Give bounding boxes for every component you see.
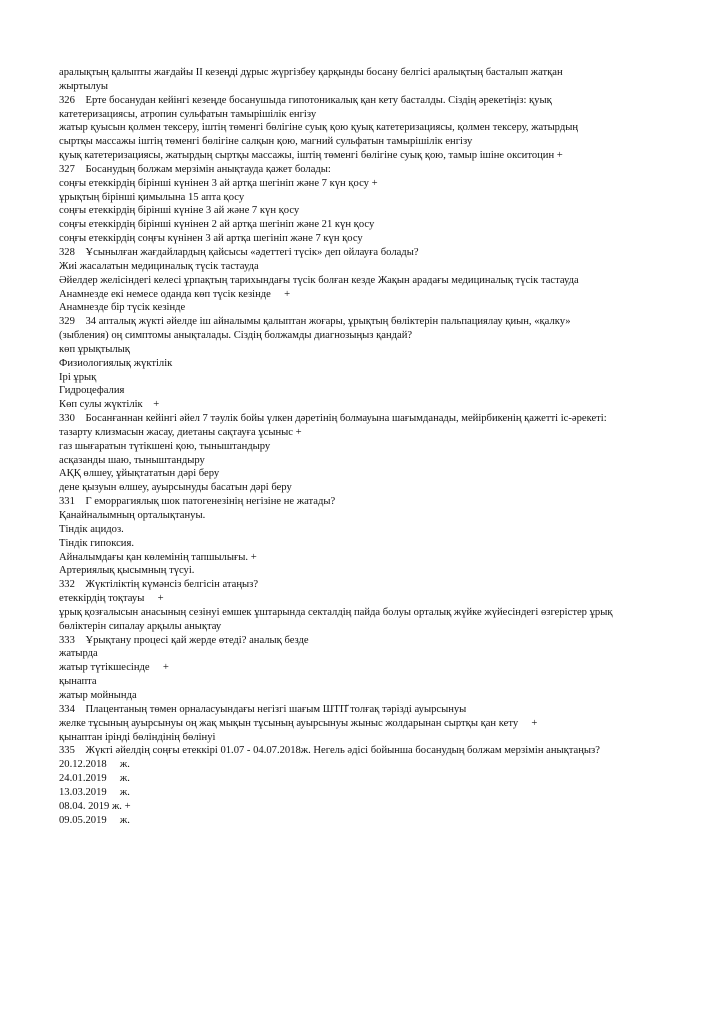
answer-option: қуық катетеризациясы, жатырдың сыртқы массажы, іштің төменгі бөлігіне суық қою, тамыр ішіне окситоцин + xyxy=(59,150,563,162)
answer-option: жатыр түтікшесінде + xyxy=(59,662,169,674)
answer-option: Қанайналымның орталықтануы. xyxy=(59,510,206,521)
answer-option: дене қызуын өлшеу, ауырсынуды басатын дәрі беру xyxy=(59,482,292,494)
question-332: 332 Жүктіліктің күмәнсіз белгісін атаңыз? xyxy=(59,579,259,591)
answer-option: тазарту клизмасын жасау, диетаны сақтауға ұсыныс + xyxy=(59,426,302,438)
answer-option: соңғы етеккірдің бірінші күнінен 2 ай артқа шегініп және 21 күн қосу xyxy=(59,219,375,231)
question-331: 331 Г еморрагиялық шок патогенезінің негізіне не жатады? xyxy=(59,496,336,508)
text-line: жыртылуы xyxy=(59,80,109,92)
answer-option: Анамнезде екі немесе оданда көп түсік кезінде + xyxy=(59,288,291,300)
answer-option: Айналымдағы қан көлемінің тапшылығы. + xyxy=(59,551,257,563)
answer-option: газ шығаратын түтікшені қою, тыныштандыру xyxy=(59,440,271,452)
answer-option: 24.01.2019 ж. xyxy=(59,773,130,785)
question-327: 327 Босанудың болжам мерзімін анықтауда қажет болады: xyxy=(59,163,331,175)
answer-option: ұрықтың бірінші қимылына 15 апта қосу xyxy=(59,191,245,203)
answer-option: жатыр қуысын қолмен тексеру, іштің төменгі бөлігіне суық қою қуық катетеризациясы, қолмен тексеру, жатырдың xyxy=(59,122,579,134)
question-326: 326 Ерте босанудан кейінгі кезеңде босанушыда гипотоникалық қан кету басталды. Сіздің әрекетіңіз: қуық xyxy=(59,94,552,106)
answer-option: 13.03.2019 ж. xyxy=(59,786,130,798)
answer-option: 08.04. 2019 ж. + xyxy=(59,800,131,812)
answer-option: Анамнезде бір түсік кезінде xyxy=(59,302,186,314)
question-328: 328 Ұсынылған жағдайлардың қайсысы «әдеттегі түсік» деп ойлауға болады? xyxy=(59,246,419,258)
answer-option: асқазанды шаю, тыныштандыру xyxy=(59,454,205,466)
answer-option: Гидроцефалия xyxy=(59,385,125,397)
answer-option: Тіндік ацидоз. xyxy=(59,523,124,535)
answer-option: Физиологиялық жүктілік xyxy=(59,357,173,369)
question-335: 335 Жүкті әйелдің соңғы етеккірі 01.07 - 04.07.2018ж. Негель әдісі бойынша босанудың болжам мерзімін анықтаңыз? xyxy=(59,745,600,757)
answer-option: қынапта xyxy=(59,676,97,688)
question-333: 333 Ұрықтану процесі қай жерде өтеді? аналық безде xyxy=(59,634,309,646)
text-line: катетеризациясы, атропин сульфатын тамырішілік енгізу xyxy=(59,108,317,120)
answer-option: етеккірдің тоқтауы + xyxy=(59,593,164,605)
text-line: бөліктерін сипалау арқылы анықтау xyxy=(59,620,222,632)
answer-option: жатырда xyxy=(59,648,98,660)
answer-option: жатыр мойнында xyxy=(59,689,137,701)
answer-option: Артериялық қысымның түсуі. xyxy=(59,565,195,577)
text-line: (зыбления) оң симптомы анықталады. Сіздің болжамды диагнозыңыз қандай? xyxy=(59,330,413,342)
answer-option: 20.12.2018 ж. xyxy=(59,759,130,771)
answer-option: сыртқы массажы іштің төменгі бөлігіне салқын қою, магний сульфатын тамырішілік енгізу xyxy=(59,136,473,148)
text-line: аралықтың қалыпты жағдайы ІІ кезеңді дұрыс жүргізбеу қарқынды босану белгісі аралықтың басталып жатқан xyxy=(59,67,563,78)
answer-option: АҚҚ өлшеу, ұйықтататын дәрі беру xyxy=(59,468,220,480)
answer-option: ұрық қозғалысын анасының сезінуі емшек ұштарында секталдің пайда болуы орталық жүйке жүйесіндегі өзгерістер ұрық xyxy=(59,606,613,618)
answer-option: соңғы етеккірдің соңғы күнінен 3 ай артқа шегініп және 7 күн қосу xyxy=(59,233,363,245)
answer-option: 09.05.2019 ж. xyxy=(59,814,130,826)
answer-option: Тіндік гипоксия. xyxy=(59,537,134,549)
question-334: 334 Плацентаның төмен орналасуындағы негізгі шағым ШТП̆ толғақ тәрізді ауырсынуы xyxy=(59,703,467,715)
answer-option: соңғы етеккірдің бірінші күнінен 3 ай артқа шегініп және 7 күн қосу + xyxy=(59,177,378,189)
answer-option: желке тұсының ауырсынуы оң жақ мықын тұсының ауырсынуы жыныс жолдарынан сыртқы қан кету + xyxy=(59,717,538,729)
question-329: 329 34 апталық жүкті әйелде іш айналымы қалыптан жоғары, ұрықтың бөліктерін пальпациялау қиын, «қалку» xyxy=(59,316,571,328)
question-330: 330 Босанғаннан кейінгі әйел 7 тәулік бойы үлкен дәретінің болмауына шағымданады, мейірбикенің қажетті іс-әрекеті: xyxy=(59,413,607,425)
answer-option: соңғы етеккірдің бірінші күніне 3 ай және 7 күн қосу xyxy=(59,205,300,217)
answer-option: Әйелдер желісіндегі келесі ұрпақтың тарихындағы түсік болған кезде Жақын арадағы медициналық түсік тастауда xyxy=(59,274,579,286)
answer-option: көп ұрықтылық xyxy=(59,343,130,355)
document-page xyxy=(59,66,679,827)
answer-option: Жиі жасалатын медициналық түсік тастауда xyxy=(59,260,259,272)
answer-option: қынаптан ірінді бөліндінің бөлінуі xyxy=(59,731,216,743)
answer-option: Көп сулы жүктілік + xyxy=(59,399,160,411)
answer-option: Ірі ұрық xyxy=(59,371,97,383)
